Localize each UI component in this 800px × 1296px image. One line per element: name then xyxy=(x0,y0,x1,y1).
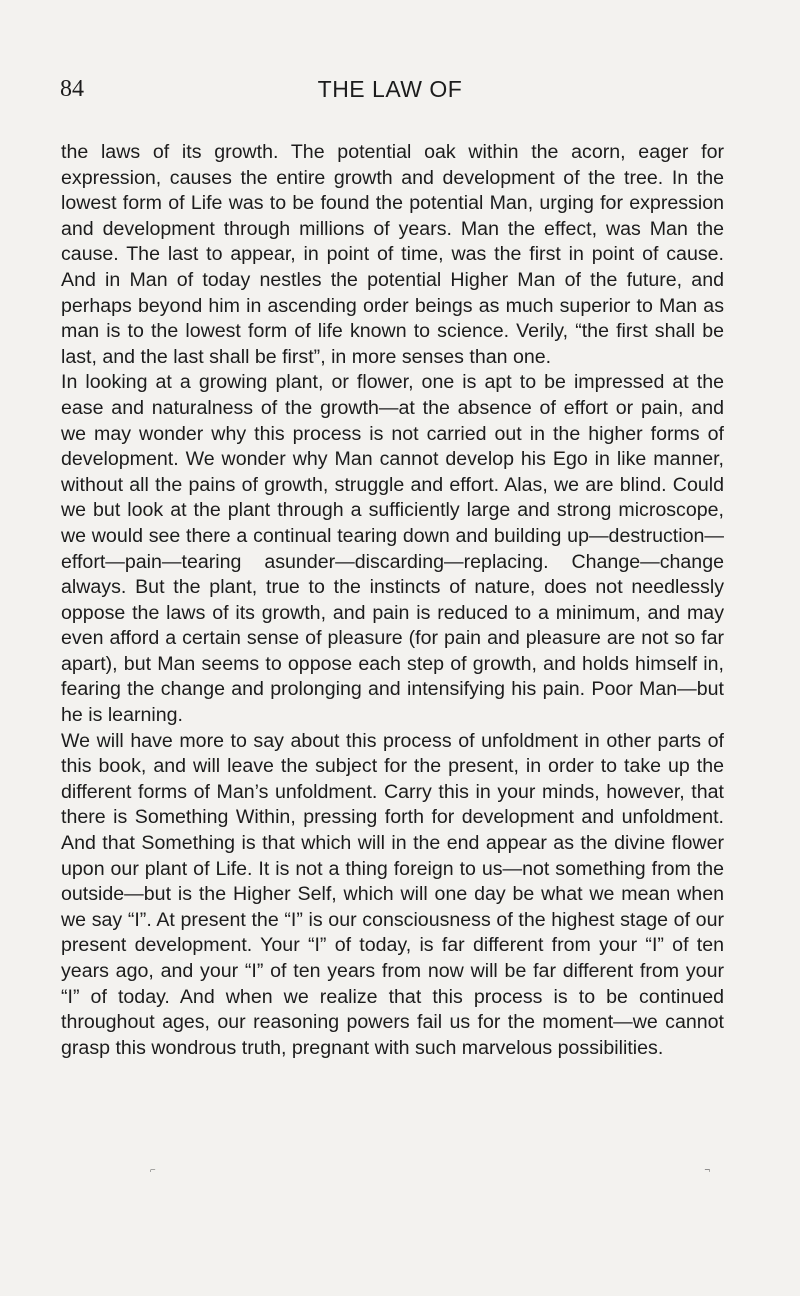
crop-mark-left: ⌐ xyxy=(150,1165,156,1176)
page-number: 84 xyxy=(60,76,84,102)
running-title: THE LAW OF xyxy=(317,76,463,102)
crop-mark-right: ¬ xyxy=(704,1165,710,1176)
paragraph-3: We will have more to say about this process of unfoldment in other parts of this book, and will leave the subject for the present, in order to take up the different forms of Man’s unfoldment. Carry this in your minds, however, that there is Something Within, pressing forth for development and unfoldment. And that Something is that which will in the end appear as the divine flower upon our plant of Life. It is not a thing foreign to us—not something from the outside—but is the Higher Self, which will one day be what we mean when we say “I”. At present the “I” is our consciousness of the highest stage of our present development. Your “I” of today, is far different from your “I” of ten years ago, and your “I” of ten years from now will be far different from your “I” of today. And when we realize that this process is to be continued throughout ages, our reasoning powers fail us for the moment—we cannot grasp this wondrous truth, pregnant with such marvelous possibilities. xyxy=(61,729,724,1059)
running-head xyxy=(60,74,720,104)
paragraph-1: the laws of its growth. The potential oak within the acorn, eager for expression, causes the entire growth and development of the tree. In the lowest form of Life was to be found the potential Man, urging for expression and development through millions of years. Man the effect, was Man the cause. The last to appear, in point of time, was the first in point of cause. And in Man of today nestles the potential Higher Man of the future, and perhaps beyond him in ascending order beings as much superior to Man as man is to the lowest form of life known to science. Verily, “the first shall be last, and the last shall be first”, in more senses than one. xyxy=(61,141,724,368)
paragraph-2: In looking at a growing plant, or flower, one is apt to be impressed at the ease and naturalness of the growth—at the absence of effort or pain, and we may wonder why this process is not carried out in the higher forms of development. We wonder why Man cannot develop his Ego in like manner, without all the pains of growth, struggle and effort. Alas, we are blind. Could we but look at the plant through a sufficiently large and strong microscope, we would see there a continual tearing down and building up—destruction—effort—pain—tearing asunder—discarding—replacing. Change—change always. But the plant, true to the instincts of nature, does not needlessly oppose the laws of its growth, and pain is reduced to a minimum, and may even afford a certain sense of pleasure (for pain and pleasure are not so far apart), but Man seems to oppose each step of growth, and holds himself in, fearing the change and prolonging and intensifying his pain. Poor Man—but he is learning. xyxy=(61,371,724,727)
scan-marks xyxy=(150,1166,710,1176)
body-text xyxy=(61,140,724,1061)
